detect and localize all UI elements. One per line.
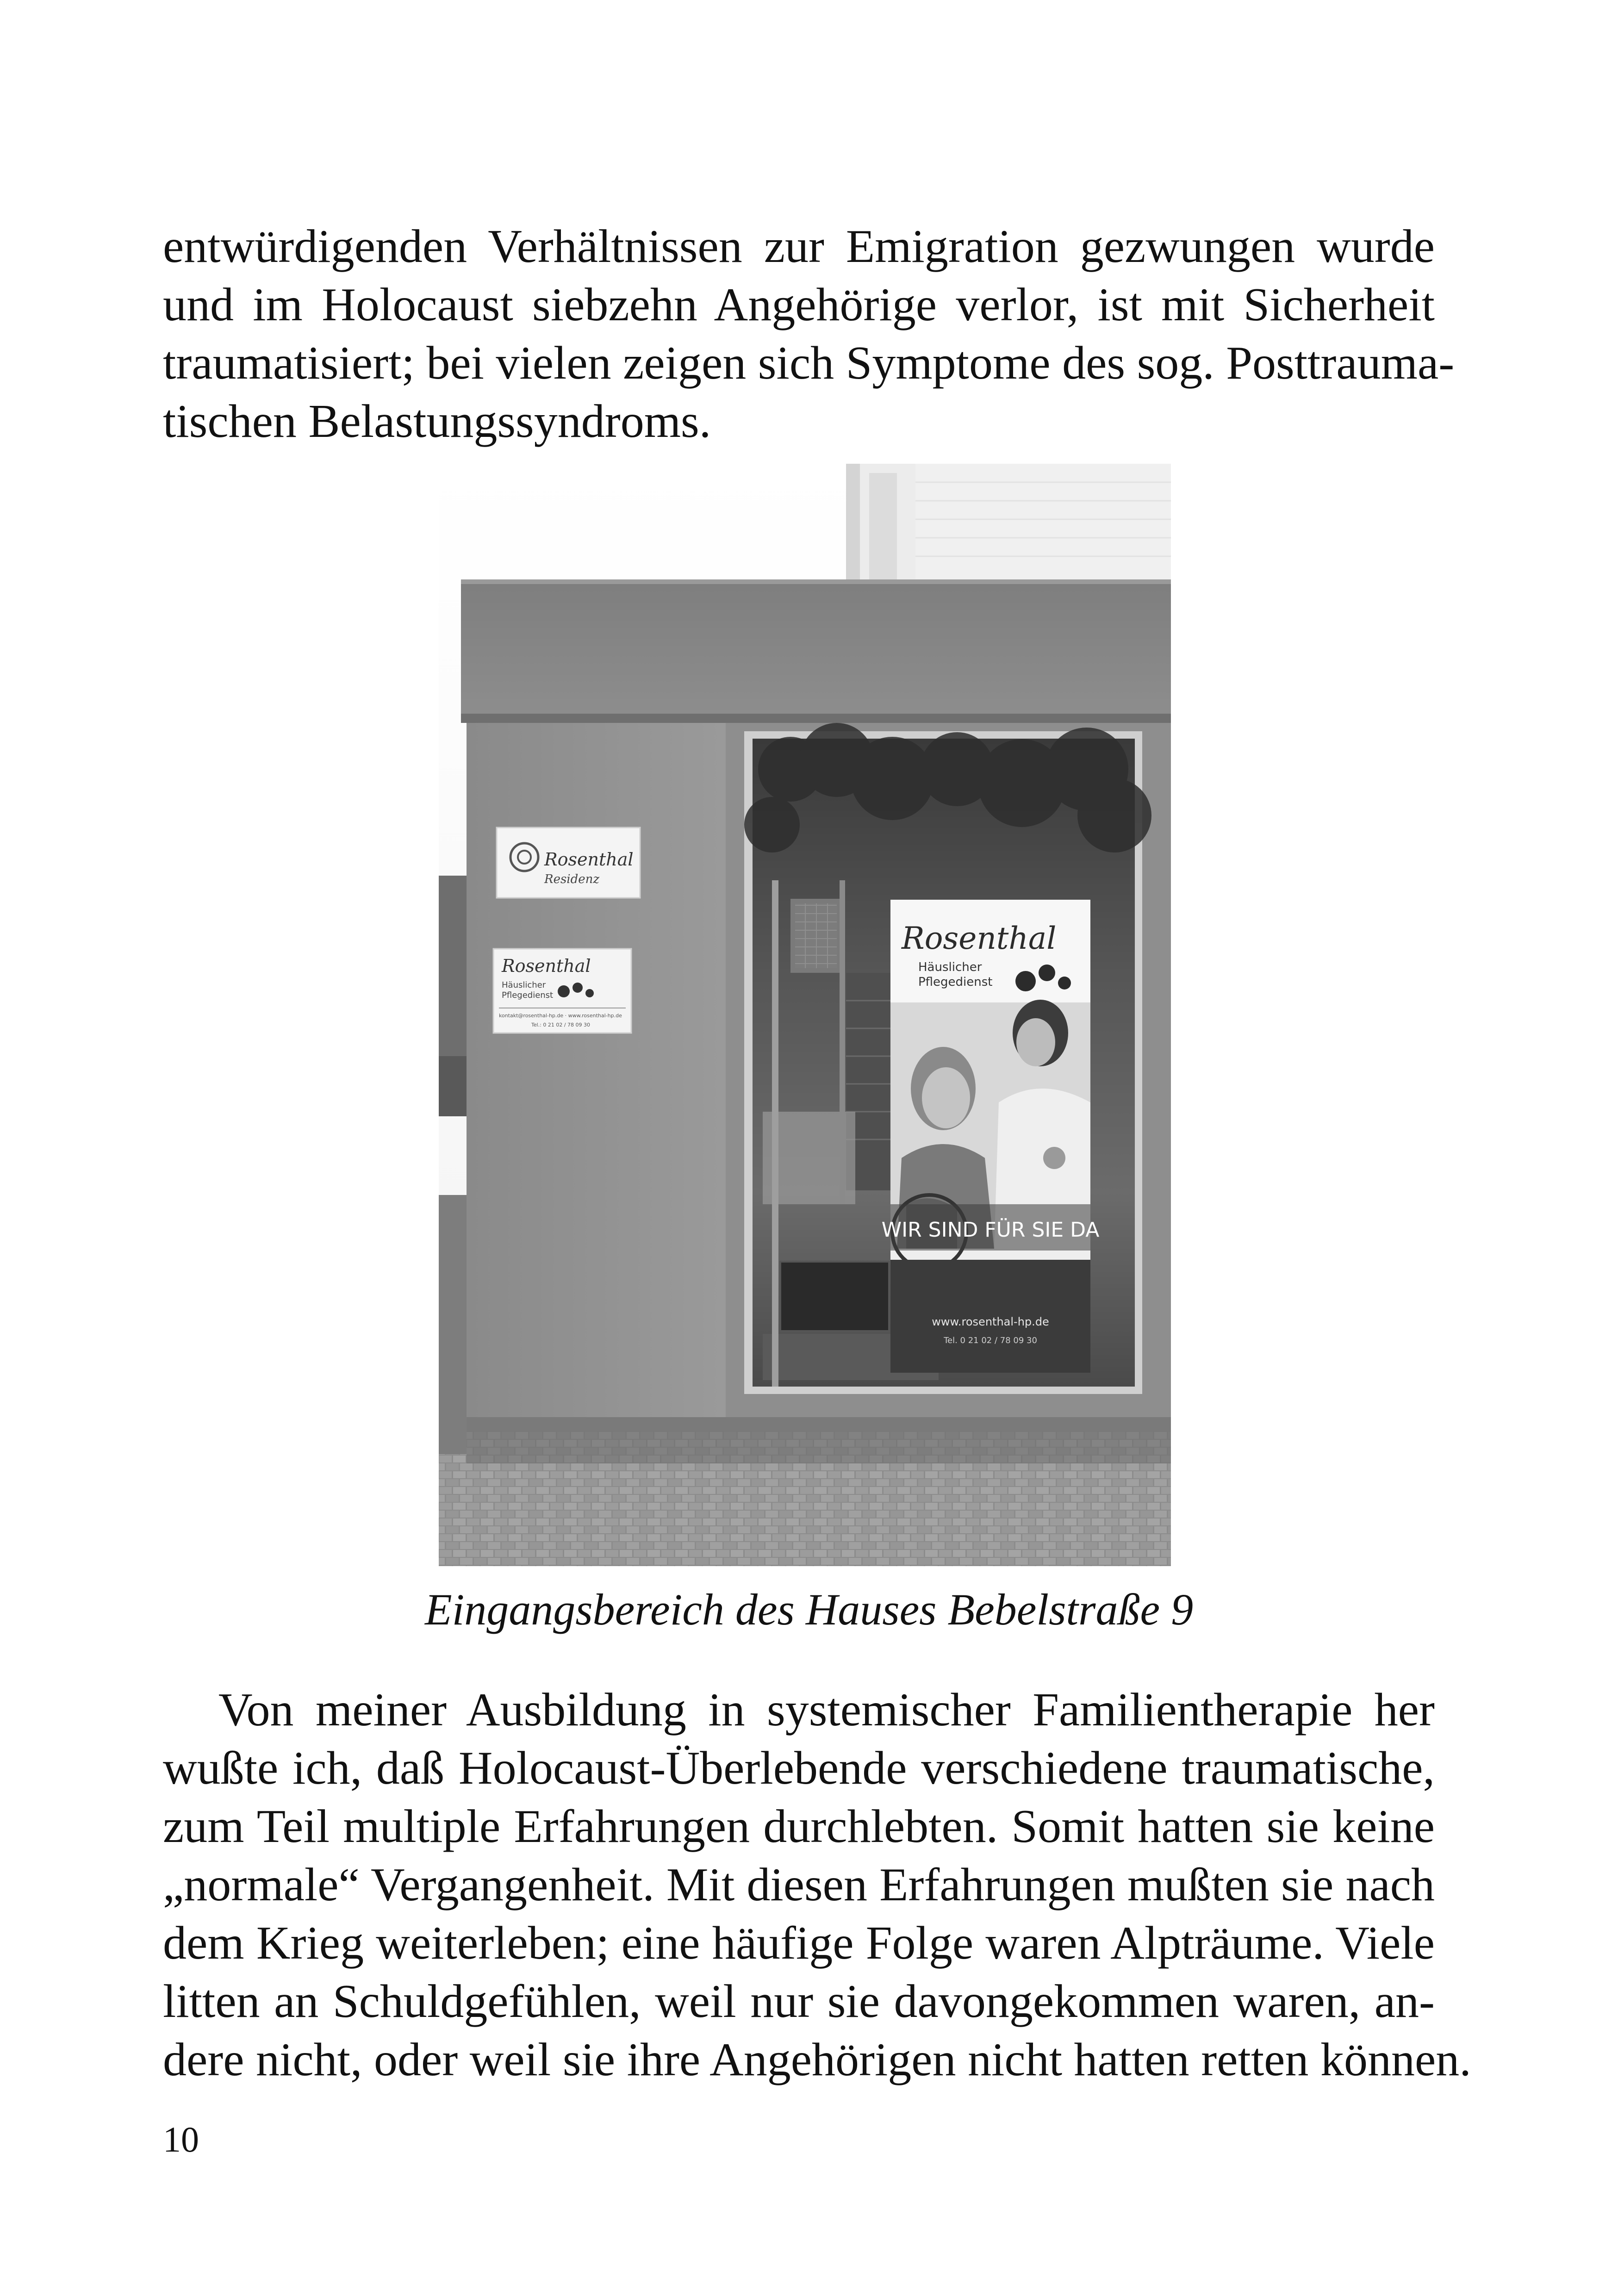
text-line: und im Holocaust siebzehn Angehörige verlor, ist mit Sicherheit [163,279,1435,331]
text-line: dere nicht, oder weil sie ihre Angehörigen nicht hatten retten können. [163,2034,1471,2086]
paragraph [163,1681,1471,2089]
poster-slogan: WIR SIND FÜR SIE DA [881,1218,1100,1242]
text-line: „normale“ Vergangenheit. Mit diesen Erfahrungen mußten sie nach [163,1859,1435,1911]
poster-url: www.rosenthal-hp.de [932,1315,1049,1328]
poster-phone: Tel. 0 21 02 / 78 09 30 [944,1336,1037,1345]
text-line: zum Teil multiple Erfahrungen durchlebten. Somit hatten sie keine [163,1800,1435,1853]
text-line: dem Krieg weiterleben; eine häufige Folge waren Alpträume. Viele [163,1917,1435,1969]
pavement [439,1431,1171,1566]
sign-lower-small-1: kontakt@rosenthal-hp.de · www.rosenthal-hp.de [499,1013,622,1019]
page-number: 10 [163,2119,199,2159]
sign-rosenthal-pflegedienst [493,949,631,1033]
entrance-canopy [461,579,1171,723]
sign-lower-sub-1: Häuslicher [502,980,546,990]
sign-lower-sub-2: Pflegedienst [502,990,554,1000]
poster-sub-1: Häuslicher [918,960,982,974]
background-building [846,464,1171,579]
text-line: traumatisiert; bei vielen zeigen sich Symptome des sog. Posttrauma- [163,337,1455,389]
text-line: entwürdigenden Verhältnissen zur Emigration gezwungen wurde [163,220,1435,273]
poster-sub-2: Pflegedienst [918,975,993,989]
sign-upper-sub: Residenz [544,872,600,886]
text-line: wußte ich, daß Holocaust-Überlebende verschiedene traumatische, [163,1742,1435,1794]
figure-caption: Eingangsbereich des Hauses Bebelstraße 9 [424,1585,1194,1634]
text-line: Von meiner Ausbildung in systemischer Familientherapie her [218,1684,1435,1736]
paragraph-continuation [163,218,1455,451]
sign-upper-brand: Rosenthal [544,849,634,870]
text-line: litten an Schuldgefühlen, weil nur sie davongekommen waren, an- [163,1975,1435,2028]
text-line: tischen Belastungssyndroms. [163,395,711,448]
sign-lower-brand: Rosenthal [502,956,591,976]
poster-brand: Rosenthal [902,921,1057,956]
sign-rosenthal-residenz [497,828,640,898]
entrance-photo [439,464,1171,1566]
sign-lower-small-2: Tel.: 0 21 02 / 78 09 30 [531,1022,591,1028]
poster-rosenthal [882,900,1100,1373]
